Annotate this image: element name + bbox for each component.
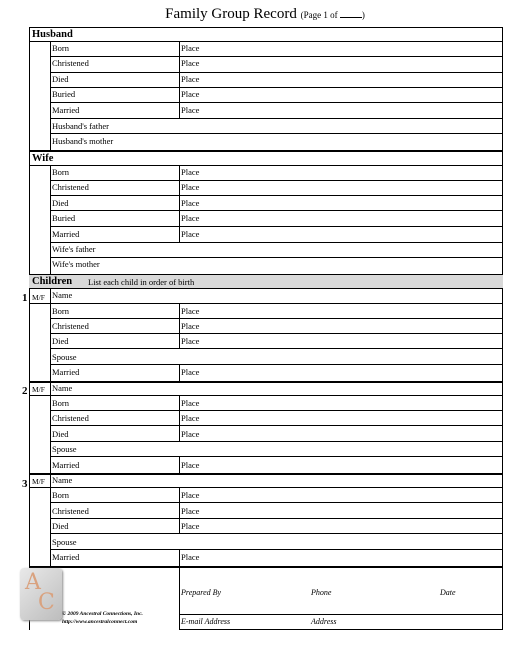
child-christened-place[interactable]: Place [181, 413, 200, 423]
child-spouse-field[interactable]: Spouse [52, 352, 77, 362]
rule [50, 333, 503, 334]
child-number: 2 [22, 385, 28, 397]
place-divider [179, 333, 180, 348]
child-name-field[interactable]: Name [52, 383, 73, 393]
place-divider [179, 456, 180, 474]
child-born-label: Born [52, 306, 69, 316]
child-married-place[interactable]: Place [181, 367, 200, 377]
frame-left [29, 27, 30, 630]
rule [179, 614, 503, 615]
page-count: (Page 1 of ) [300, 10, 365, 20]
rule [50, 195, 503, 196]
rule [50, 102, 503, 103]
child-spouse-field[interactable]: Spouse [52, 444, 77, 454]
child-died-place[interactable]: Place [181, 336, 200, 346]
section-rule [29, 473, 503, 475]
rule [29, 303, 503, 304]
child-married-place[interactable]: Place [181, 552, 200, 562]
child-sex-field[interactable]: M/F [32, 293, 45, 302]
wife-born-place[interactable]: Place [181, 167, 200, 177]
husband-married-place[interactable]: Place [181, 105, 200, 115]
rule [50, 56, 503, 57]
husband-married-label: Married [52, 105, 80, 115]
child-born-place[interactable]: Place [181, 398, 200, 408]
husband-died-label: Died [52, 74, 69, 84]
website-link[interactable]: http://www.ancestralconnect.com [62, 619, 138, 625]
address-label: Address [311, 617, 337, 626]
rule [29, 165, 503, 166]
rule [50, 410, 503, 411]
wife-died-label: Died [52, 198, 69, 208]
rule [50, 118, 503, 119]
husband-father-field[interactable]: Husband's father [52, 121, 110, 131]
form-title: Family Group Record [165, 6, 297, 22]
child-christened-label: Christened [52, 413, 89, 423]
rule [50, 242, 503, 243]
wife-mother-field[interactable]: Wife's mother [52, 259, 100, 269]
phone-label: Phone [311, 588, 332, 597]
rule [50, 210, 503, 211]
children-instruction: List each child in order of birth [88, 277, 195, 287]
rule [50, 257, 503, 258]
child-died-place[interactable]: Place [181, 521, 200, 531]
rule [29, 395, 503, 396]
child-born-place[interactable]: Place [181, 490, 200, 500]
rule [50, 180, 503, 181]
place-divider [179, 395, 180, 441]
child-number: 1 [22, 292, 28, 304]
child-born-label: Born [52, 398, 69, 408]
rule [50, 72, 503, 73]
child-died-label: Died [52, 429, 69, 439]
rule [50, 318, 503, 319]
child-married-label: Married [52, 367, 80, 377]
rule [50, 226, 503, 227]
child-married-label: Married [52, 460, 80, 470]
place-divider [179, 41, 180, 118]
page-total-field[interactable] [340, 9, 362, 18]
child-born-label: Born [52, 490, 69, 500]
child-married-place[interactable]: Place [181, 460, 200, 470]
footer-divider [179, 566, 180, 630]
husband-header: Husband [32, 29, 73, 40]
child-christened-label: Christened [52, 321, 89, 331]
wife-christened-place[interactable]: Place [181, 182, 200, 192]
child-spouse-field[interactable]: Spouse [52, 537, 77, 547]
prepared-by-label: Prepared By [181, 588, 222, 597]
indent-rule [50, 41, 51, 151]
wife-header: Wife [32, 153, 54, 164]
child-died-place[interactable]: Place [181, 429, 200, 439]
wife-buried-place[interactable]: Place [181, 213, 200, 223]
date-label: Date [440, 588, 456, 597]
child-born-place[interactable]: Place [181, 306, 200, 316]
husband-born-label: Born [52, 43, 69, 53]
section-rule [29, 566, 503, 568]
section-rule [29, 150, 503, 152]
place-divider [179, 165, 180, 242]
rule [29, 41, 503, 42]
rule [29, 487, 503, 488]
wife-christened-label: Christened [52, 182, 89, 192]
child-name-field[interactable]: Name [52, 475, 73, 485]
husband-christened-label: Christened [52, 58, 89, 68]
copyright-text: © 2009 Ancestral Connections, Inc. [62, 611, 143, 617]
husband-died-place[interactable]: Place [181, 74, 200, 84]
rule [50, 348, 503, 349]
section-rule [29, 381, 503, 383]
place-divider [179, 364, 180, 381]
page-count-label: (Page 1 of [300, 10, 338, 20]
child-died-label: Died [52, 521, 69, 531]
place-divider [179, 487, 180, 533]
child-christened-place[interactable]: Place [181, 321, 200, 331]
wife-married-place[interactable]: Place [181, 229, 200, 239]
email-label: E-mail Address [181, 617, 231, 626]
husband-buried-label: Buried [52, 89, 76, 99]
rule [50, 533, 503, 534]
child-died-label: Died [52, 336, 69, 346]
child-name-field[interactable]: Name [52, 290, 73, 300]
child-sex-field[interactable]: M/F [32, 477, 45, 486]
rule [50, 456, 503, 457]
husband-christened-place[interactable]: Place [181, 58, 200, 68]
rule [50, 87, 503, 88]
child-married-label: Married [52, 552, 80, 562]
husband-born-place[interactable]: Place [181, 43, 200, 53]
ancestral-connections-logo [20, 568, 62, 620]
wife-father-field[interactable]: Wife's father [52, 244, 96, 254]
logo-letter-c: C [38, 590, 55, 615]
child-sex-field[interactable]: M/F [32, 385, 45, 394]
children-header: Children [32, 276, 73, 287]
rule [50, 441, 503, 442]
rule [50, 425, 503, 426]
child-christened-place[interactable]: Place [181, 506, 200, 516]
place-divider [179, 549, 180, 566]
wife-born-label: Born [52, 167, 69, 177]
logo-letter-a: A [25, 570, 41, 595]
rule [50, 364, 503, 365]
child-christened-label: Christened [52, 506, 89, 516]
rule [50, 518, 503, 519]
rule [50, 133, 503, 134]
child-number: 3 [22, 478, 28, 490]
page-title [0, 6, 530, 23]
frame-bottom [179, 629, 503, 630]
frame-top [29, 27, 503, 28]
husband-mother-field[interactable]: Husband's mother [52, 136, 114, 146]
wife-buried-label: Buried [52, 213, 76, 223]
husband-buried-place[interactable]: Place [181, 89, 200, 99]
rule [50, 549, 503, 550]
wife-died-place[interactable]: Place [181, 198, 200, 208]
wife-married-label: Married [52, 229, 80, 239]
rule [50, 502, 503, 503]
